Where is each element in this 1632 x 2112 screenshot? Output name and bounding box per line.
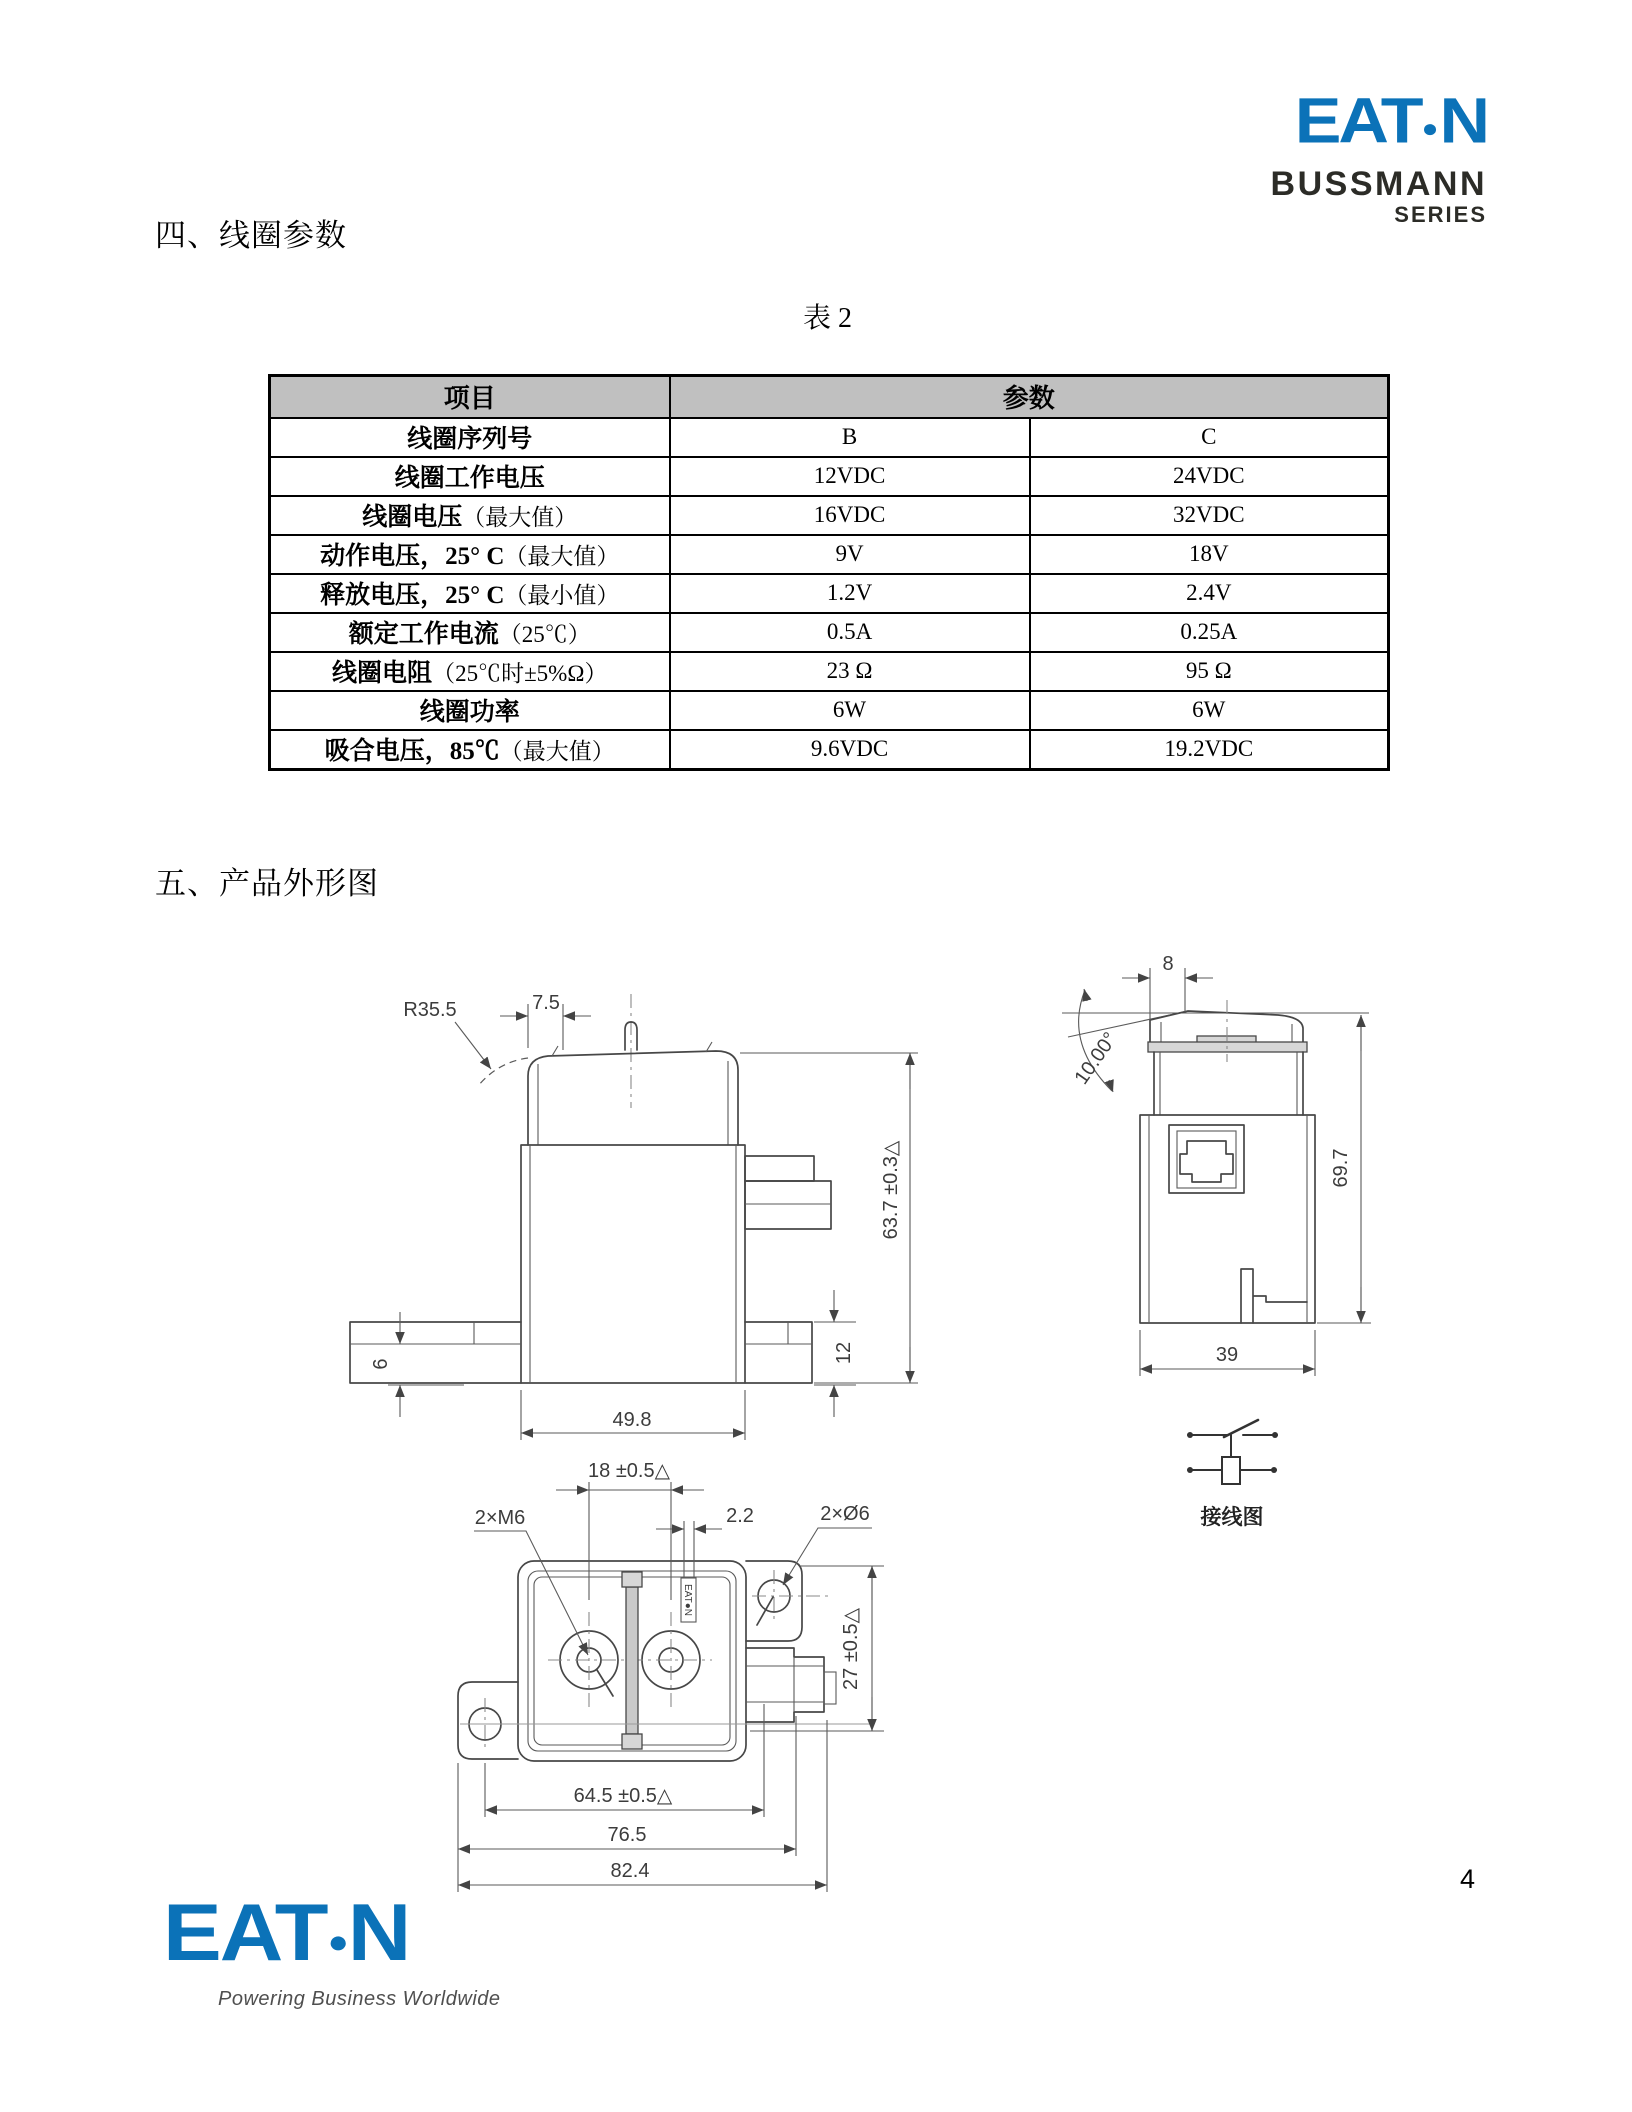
eaton-logo-text: EAT — [163, 1886, 327, 1978]
eaton-footer-logo — [163, 1886, 501, 2010]
row-label: 释放电压，25° C — [320, 582, 505, 609]
row-label: 额定工作电流 — [348, 621, 499, 648]
value-b: 1.2V — [670, 574, 1030, 613]
dim-front-foot-left: 6 — [370, 1358, 392, 1370]
part-brand-mark: EAT●N — [682, 1584, 693, 1616]
value-c: 32VDC — [1030, 496, 1389, 535]
row-label: 线圈电压 — [362, 504, 463, 531]
section-title-product-outline: 五、产品外形图 — [155, 866, 379, 901]
row-label: 线圈功率 — [419, 699, 520, 726]
row-label: 线圈工作电压 — [394, 465, 545, 492]
value-b: 0.5A — [670, 613, 1030, 652]
bussmann-wordmark: BUSSMANN — [1270, 165, 1487, 203]
value-b: B — [670, 418, 1030, 457]
value-b: 12VDC — [670, 457, 1030, 496]
dim-front-width: 49.8 — [612, 1409, 652, 1431]
value-c: 2.4V — [1030, 574, 1389, 613]
row-note: （最小值） — [504, 583, 620, 608]
row-note: （最大值） — [462, 505, 578, 530]
column-header-parameter: 参数 — [670, 376, 1389, 418]
eaton-logo — [163, 1886, 501, 1978]
eaton-logo-dot-icon: ● — [1421, 113, 1439, 143]
wiring-diagram — [1187, 1420, 1278, 1529]
dim-front-top-width: 7.5 — [532, 992, 560, 1014]
value-c: 6W — [1030, 691, 1389, 730]
dim-bottom-span-mid: 76.5 — [607, 1824, 647, 1846]
table-caption: 表 2 — [802, 303, 852, 334]
value-b: 16VDC — [670, 496, 1030, 535]
dim-bottom-slot: 2.2 — [726, 1505, 754, 1527]
value-b: 9V — [670, 535, 1030, 574]
value-c: 0.25A — [1030, 613, 1389, 652]
row-note: （最大值） — [504, 544, 620, 569]
page-number: 4 — [1460, 1864, 1476, 1894]
dim-bottom-depth: 27 ±0.5△ — [840, 1608, 862, 1690]
bottom-view — [458, 1460, 884, 1892]
dim-side-top-offset: 8 — [1162, 953, 1174, 975]
value-b: 9.6VDC — [670, 730, 1030, 770]
eaton-logo-text: EAT — [1294, 84, 1421, 157]
dim-front-radius: R35.5 — [403, 999, 457, 1021]
row-note: （25℃） — [498, 622, 591, 647]
dim-bottom-span-inner: 64.5 ±0.5△ — [573, 1785, 673, 1807]
eaton-logo-text-n: N — [347, 1886, 410, 1978]
value-b: 6W — [670, 691, 1030, 730]
dim-front-height: 63.7 ±0.3△ — [880, 1140, 902, 1240]
value-c: 19.2VDC — [1030, 730, 1389, 770]
dim-side-angle: 10.00° — [1070, 1028, 1122, 1089]
series-wordmark: SERIES — [1394, 202, 1487, 227]
side-view — [1062, 953, 1371, 1376]
row-label: 线圈电阻 — [332, 660, 433, 687]
row-label: 动作电压，25° C — [320, 543, 505, 570]
row-label: 线圈序列号 — [407, 426, 533, 453]
eaton-tagline: Powering Business Worldwide — [218, 1988, 501, 2010]
row-note: （最大值） — [499, 739, 615, 764]
eaton-logo-dot-icon: ● — [327, 1924, 347, 1961]
column-header-item: 项目 — [270, 376, 670, 418]
front-view — [350, 992, 918, 1440]
dim-bottom-span-outer: 82.4 — [610, 1860, 650, 1882]
row-note: （25℃时±5%Ω） — [432, 661, 608, 686]
section-title-coil-parameters: 四、线圈参数 — [155, 218, 347, 253]
dim-front-foot-right: 12 — [833, 1341, 855, 1365]
value-c: C — [1030, 418, 1389, 457]
row-label: 吸合电压，85℃ — [324, 738, 500, 765]
value-c: 95 Ω — [1030, 652, 1389, 691]
dim-side-width: 39 — [1215, 1344, 1239, 1366]
dim-side-height: 69.7 — [1330, 1148, 1352, 1188]
wiring-diagram-label: 接线图 — [1200, 1506, 1264, 1529]
value-c: 24VDC — [1030, 457, 1389, 496]
value-c: 18V — [1030, 535, 1389, 574]
value-b: 23 Ω — [670, 652, 1030, 691]
label-mount-holes: 2×Ø6 — [820, 1503, 870, 1525]
label-thread-holes: 2×M6 — [474, 1507, 526, 1529]
dim-bottom-pitch: 18 ±0.5△ — [588, 1460, 670, 1482]
eaton-logo-text-n: N — [1439, 84, 1487, 157]
